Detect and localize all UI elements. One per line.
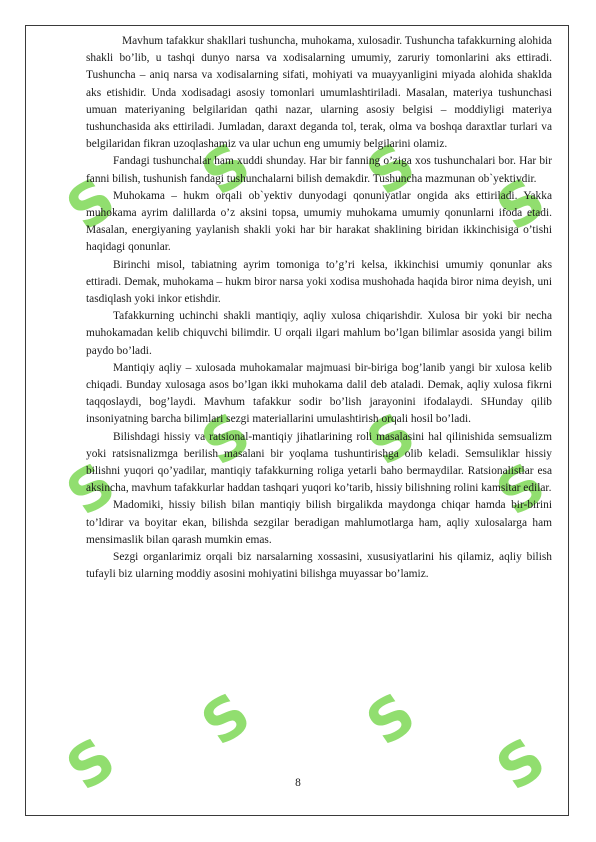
watermark-glyph: S: [54, 449, 128, 529]
watermark-glyph: S: [354, 129, 428, 209]
body-text: [86, 33, 558, 584]
paragraph: Sezgi organlarimiz orqali biz narsalarning xossasini, xususiyatlarini his qilamiz, aqliy bilish tufayli biz ularning moddiy asosini mohiyatini bilishga muyassar bo’lamiz.: [86, 551, 552, 581]
watermark-glyph: S: [484, 164, 558, 244]
watermark-glyph: S: [354, 679, 428, 759]
paragraph: Mantiqiy aqliy – xulosada muhokamalar majmuasi bir-biriga bog’lanib yangi bir xulosa kelib chiqadi. Bunday xulosaga asos bo’lgan ikki muhokama dalil deb ataladi. Demak, aqliy xulosa fikrni taqqoslaydi, bog’laydi. Mavhum tafakkur sodir bo’lish jarayonini ifodalaydi. SHunday qilib insoniyatning barcha bilimlari sezgi materiallarini umulashtirish orqali hosil bo’ladi.: [86, 361, 552, 426]
paragraph: Mavhum tafakkur shakllari tushuncha, muhokama, xulosadir. Tushuncha tafakkurning alohida shakli bo’lib, u tashqi dunyo narsa va xodisalarning umumiy, zaruriy tomonlarini aks ettiradi. Tushuncha – aniq narsa va xodisalarning sifati, mohiyati va muayyanligini miyada alohida shaklda aks etishidir. Unda xodisadagi asosiy tomonlari umumlashtiriladi. Masalan, materiya tushunchasi umuan materiyaning belgilaridan qathi nazar, ularning asosiy belgisi – moddiyligi materiya tushunchasida aks ettiriladi. Jumladan, daraxt deganda tol, terak, olma va boshqa daraxtlar turlari va belgilaridan fikran uzoqlashamiz va ular uchun eng umumiy belgilarini olamiz.: [86, 35, 552, 151]
watermark-glyph: S: [189, 399, 263, 479]
paragraph: Muhokama – hukm orqali ob`yektiv dunyodagi qonuniyatlar ongida aks ettiriladi. Yakka muhokama ayrim dalillarda o’z aksini topsa, umumiy muhokama umumiy qonunlarni ifoda etadi. Masalan, energiyaning yaylanish shakli yoki har bir harakat shaklining biridan ikkinchisiga o’tishi haqidagi qonunlar.: [86, 189, 552, 254]
paragraph: Birinchi misol, tabiatning ayrim tomoniga to’g’ri kelsa, ikkinchisi umumiy qonunlar aks ettiradi. Demak, muhokama – hukm biror narsa yoki xodisa mushohada haqida biror nima deyish, uni tasdiqlash yoki inkor etishdir.: [86, 258, 552, 306]
watermark-glyph: S: [54, 164, 128, 244]
paragraph: Madomiki, hissiy bilish bilan mantiqiy bilish birgalikda maydonga chiqar hamda bir-birini to’ldirar va boyitar ekan, bilishda sezgilar beradigan mahlumotlarga ham, aqliy xulosalarga ham mensimaslik bilan qarash mumkin emas.: [86, 499, 552, 546]
watermark-glyph: S: [484, 449, 558, 529]
paragraph: Bilishdagi hissiy va ratsional-mantiqiy jihatlarining roli masalasini hal qilinishida semsualizm yoki ratsisnalizmga berilish masalani bir yoqlama tushuntirishga olib keladi. Semsuliklar hissiy bilishni yuqori qo’yadilar, mantiqiy tafakkurning roliga yetarli baho bermaydilar. Ratsionalistlar esa aksincha, mavhum tafakkurlar haddan tashqari yuqori ko’tarib, hissiy bilishning rolini kamsitar edilar.: [86, 430, 552, 495]
watermark-glyph: S: [189, 129, 263, 209]
paragraph: Fandagi tushunchalar ham xuddi shunday. Har bir fanning o’ziga xos tushunchalari bor. Har bir fanni bilish, tushunish fandagi tushunchalarni bilish demakdir. Tushuncha mazmunan ob`yektivdir.: [86, 155, 552, 185]
watermark-glyph: S: [354, 399, 428, 479]
page-number: 8: [295, 777, 301, 789]
watermark-glyph: S: [189, 679, 263, 759]
watermark-glyph: S: [54, 724, 128, 804]
paragraph: Tafakkurning uchinchi shakli mantiqiy, aqliy xulosa chiqarishdir. Xulosa bir yoki bir necha muhokamadan kelib chiquvchi bilimdir. U orqali ilgari mahlum bo’lgan bilimlar asosida yangi bilim paydo bo’ladi.: [86, 310, 552, 357]
watermark-glyph: S: [484, 724, 558, 804]
